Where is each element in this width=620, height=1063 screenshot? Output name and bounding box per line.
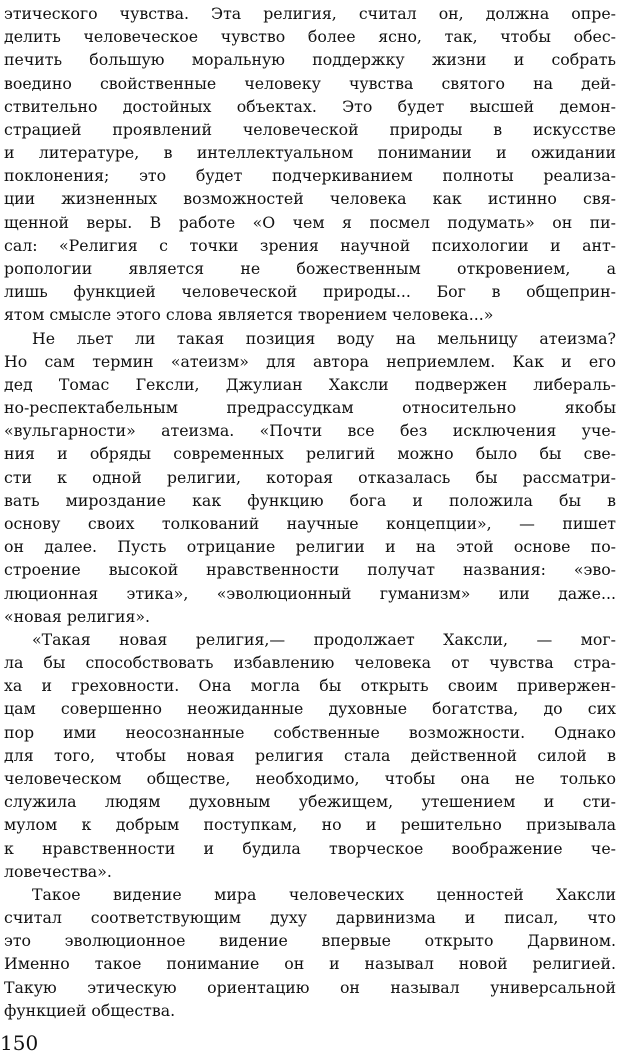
text-line: он далее. Пусть отрицание религии и на этой основе по- <box>4 537 616 557</box>
text-line: Такую этическую ориентацию он называл универсальной <box>4 977 616 997</box>
text-line: и литературе, в интеллектуальном понимании и ожидании <box>4 143 616 163</box>
text-line: печить большую моральную поддержку жизни и собрать <box>4 50 616 70</box>
text-line: делить человеческое чувство более ясно, так, чтобы обес- <box>4 27 616 47</box>
text-line: «Такая новая религия,— продолжает Хаксли, — мог- <box>32 629 616 649</box>
text-line: ствительно достойных объектах. Это будет высшей демон- <box>4 96 616 116</box>
text-line: основу своих толкований научные концепции», — пишет <box>4 514 616 533</box>
text-line: люционная этика», «эволюционный гуманизм» или даже... <box>4 583 616 603</box>
text-line: страцией проявлений человеческой природы в искусстве <box>4 119 616 139</box>
text-line: ятом смысле этого слова является творением человека...» <box>4 305 494 325</box>
text-line: вать мироздание как функцию бога и положила бы в <box>4 490 616 510</box>
book-page <box>4 0 616 1063</box>
text-line: строение высокой нравственности получат названия: «эво- <box>4 560 616 580</box>
text-line: это эволюционное видение впервые открыто Дарвином. <box>4 931 616 951</box>
text-line: Такое видение мира человеческих ценностей Хаксли <box>32 884 616 904</box>
page-number: 150 <box>0 1031 39 1055</box>
text-line: этического чувства. Эта религия, считал он, должна опре- <box>4 4 616 23</box>
text-line: щенной веры. В работе «О чем я посмел подумать» он пи- <box>4 212 616 232</box>
text-line: ловечества». <box>4 861 112 881</box>
text-line: ния и обряды современных религий можно было бы све- <box>4 444 616 464</box>
text-line: служила людям духовным убежищем, утешением и сти- <box>4 792 616 812</box>
text-line: к нравственности и будила творческое воображение че- <box>4 838 616 858</box>
text-line: сал: «Религия с точки зрения научной психологии и ант- <box>4 235 616 255</box>
text-line: «вульгарности» атеизма. «Почти все без исключения уче- <box>4 421 616 441</box>
text-line: дед Томас Гексли, Джулиан Хаксли подвержен либераль- <box>4 374 616 394</box>
text-line: ха и греховности. Она могла бы открыть своим привержен- <box>4 676 616 696</box>
text-line: ропологии является не божественным откровением, а <box>4 259 616 278</box>
text-line: Но сам термин «атеизм» для автора неприемлем. Как и его <box>4 351 616 371</box>
text-line: Именно такое понимание он и называл новой религией. <box>4 954 616 974</box>
text-line: пор ими неосознанные собственные возможности. Однако <box>4 722 616 742</box>
text-line: воедино свойственные человеку чувства святого на дей- <box>4 73 616 93</box>
text-line: мулом к добрым поступкам, но и решительно призывала <box>4 815 616 835</box>
text-line: сти к одной религии, которая отказалась бы рассматри- <box>4 467 616 487</box>
text-line: но-респектабельным предрассудкам относительно якобы <box>4 398 616 418</box>
text-line: ла бы способствовать избавлению человека от чувства стра- <box>4 653 616 673</box>
text-line: Не льет ли такая позиция воду на мельницу атеизма? <box>32 328 616 348</box>
text-line: для того, чтобы новая религия стала действенной силой в <box>4 745 616 765</box>
text-line: поклонения; это будет подчеркиванием полноты реализа- <box>4 166 616 186</box>
text-line: человеческом обществе, необходимо, чтобы она не только <box>4 769 616 788</box>
text-line: цам совершенно неожиданные духовные богатства, до сих <box>4 699 616 719</box>
text-line: считал соответствующим духу дарвинизма и писал, что <box>4 908 616 928</box>
text-line: функцией общества. <box>4 1000 176 1020</box>
text-line: ции жизненных возможностей человека как истинно свя- <box>4 189 616 209</box>
text-line: «новая религия». <box>4 606 151 626</box>
text-line: лишь функцией человеческой природы... Бог в общеприн- <box>4 282 616 302</box>
